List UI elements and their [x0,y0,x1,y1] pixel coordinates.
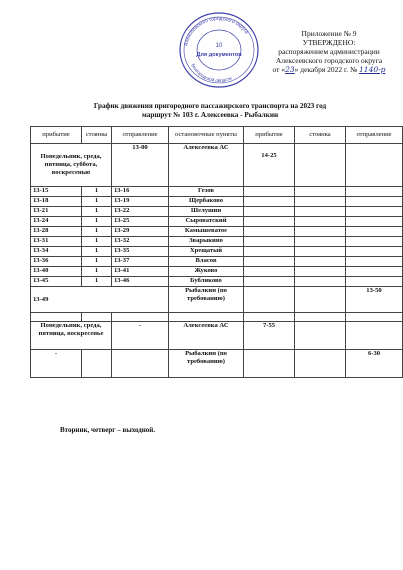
cell-stop-time: 1 [82,227,112,237]
approval-block [256,29,402,74]
cell-departure-back-end: 13-50 [346,287,403,313]
table-row-blank [31,313,403,322]
cell-stop-time: 1 [82,217,112,227]
header-arrival-back: прибытие [244,127,295,144]
cell-stop-time: 1 [82,267,112,277]
table-row [31,217,403,227]
cell-stop-time: 1 [82,187,112,197]
cell-stop-time: 1 [82,237,112,247]
cell-stop: Щербаково [169,197,244,207]
stamp-seal-icon [177,10,261,90]
header-departure-back: отправление [346,127,403,144]
table-row [31,247,403,257]
table-row [31,287,403,313]
order-label: распоряжением администрации [278,47,380,56]
cell-arrival: 13-34 [31,247,82,257]
header-arrival: прибытие [31,127,82,144]
district-label: Алексеевского городского округа [275,56,383,65]
stamp-ring-top: Алексеевского городского округа [183,15,250,47]
approval-date: от «23» декабря 2022 г. № 1140-р [272,65,386,74]
cell-stop: Камышеватое [169,227,244,237]
cell-stop: Шелушин [169,207,244,217]
cell-stop-time: 1 [82,257,112,267]
cell-departure: 13-19 [112,197,169,207]
cell-stop-time: 1 [82,277,112,287]
cell-stop: Рыбалкин (по требованию) [169,350,244,378]
stamp-number: 10 [215,43,223,49]
cell-departure: 13-41 [112,267,169,277]
approval-number: 1140-р [359,65,386,74]
table-row [31,350,403,378]
cell-arrival: 13-24 [31,217,82,227]
cell-arrival: 13-40 [31,267,82,277]
cell-stop-end: Рыбалкин (по требованию) [169,287,244,313]
cell-stop-time: 1 [82,207,112,217]
cell-departure: 13-46 [112,277,169,287]
header-departure: отправление [112,127,169,144]
cell-departure: 13-32 [112,237,169,247]
cell-stop: Хрещатый [169,247,244,257]
cell-arrival: 13-36 [31,257,82,267]
cell-empty [295,144,346,187]
cell-departure-back: 6-30 [346,350,403,378]
header-stop-time-back: стоянка [295,127,346,144]
cell-departure: 13-22 [112,207,169,217]
cell-departure: - [112,322,169,350]
cell-arrival-back: 14-25 [244,144,295,187]
cell-stop: Зварыкино [169,237,244,247]
cell-stop-time: 1 [82,247,112,257]
table-row [31,322,403,350]
cell-departure: 13-00 [112,144,169,187]
cell-stop: Жуково [169,267,244,277]
approved-label: УТВЕРЖДЕНО: [302,38,356,47]
appendix-label: Приложение № 9 [301,29,357,38]
table-row [31,237,403,247]
table-header-row [31,127,403,144]
days-cell-2: Понедельник, среда, пятница, воскресенье [31,322,112,350]
cell-departure: 13-16 [112,187,169,197]
header-stop-time: стоянка [82,127,112,144]
approval-day: 23 [285,65,295,74]
cell-stop-time: 1 [82,197,112,207]
stamp-ring-bottom: Белгородской области [190,62,233,84]
cell-empty [346,144,403,187]
title-line-1: График движения пригородного пассажирского транспорта на 2023 год [93,102,327,110]
cell-departure: 13-35 [112,247,169,257]
official-stamp [177,10,261,90]
cell-arrival: 13-31 [31,237,82,247]
table-row [31,144,403,187]
days-cell: Понедельник, среда, пятница, суббота, воскресенью [31,144,112,187]
schedule-table [30,126,403,378]
cell-arrival-back: 7-55 [244,322,295,350]
document-title [60,102,360,120]
cell-arrival: - [31,350,82,378]
footnote: Вторник, четверг – выходной. [60,426,156,434]
cell-stop: Гезов [169,187,244,197]
table-row [31,207,403,217]
cell-arrival: 13-45 [31,277,82,287]
table-row [31,267,403,277]
cell-arrival: 13-21 [31,207,82,217]
cell-stop: Власов [169,257,244,267]
cell-departure: 13-29 [112,227,169,237]
title-line-2: маршрут № 103 г. Алексеевка - Рыбалкин [141,111,279,119]
header-stops: остановочные пункты [169,127,244,144]
stamp-center-text: Для документов [196,52,242,58]
table-row [31,277,403,287]
cell-arrival: 13-28 [31,227,82,237]
cell-arrival: 13-18 [31,197,82,207]
table-row [31,187,403,197]
cell-arrival-end: 13-49 [31,287,169,313]
cell-stop: Бубликово [169,277,244,287]
cell-arrival: 13-15 [31,187,82,197]
cell-departure: 13-37 [112,257,169,267]
table-row [31,227,403,237]
cell-stop: Алексеевка АС [169,322,244,350]
cell-departure: 13-25 [112,217,169,227]
cell-stop: Сыроватский [169,217,244,227]
cell-stop: Алексеевка АС [169,144,244,187]
table-row [31,197,403,207]
table-row [31,257,403,267]
